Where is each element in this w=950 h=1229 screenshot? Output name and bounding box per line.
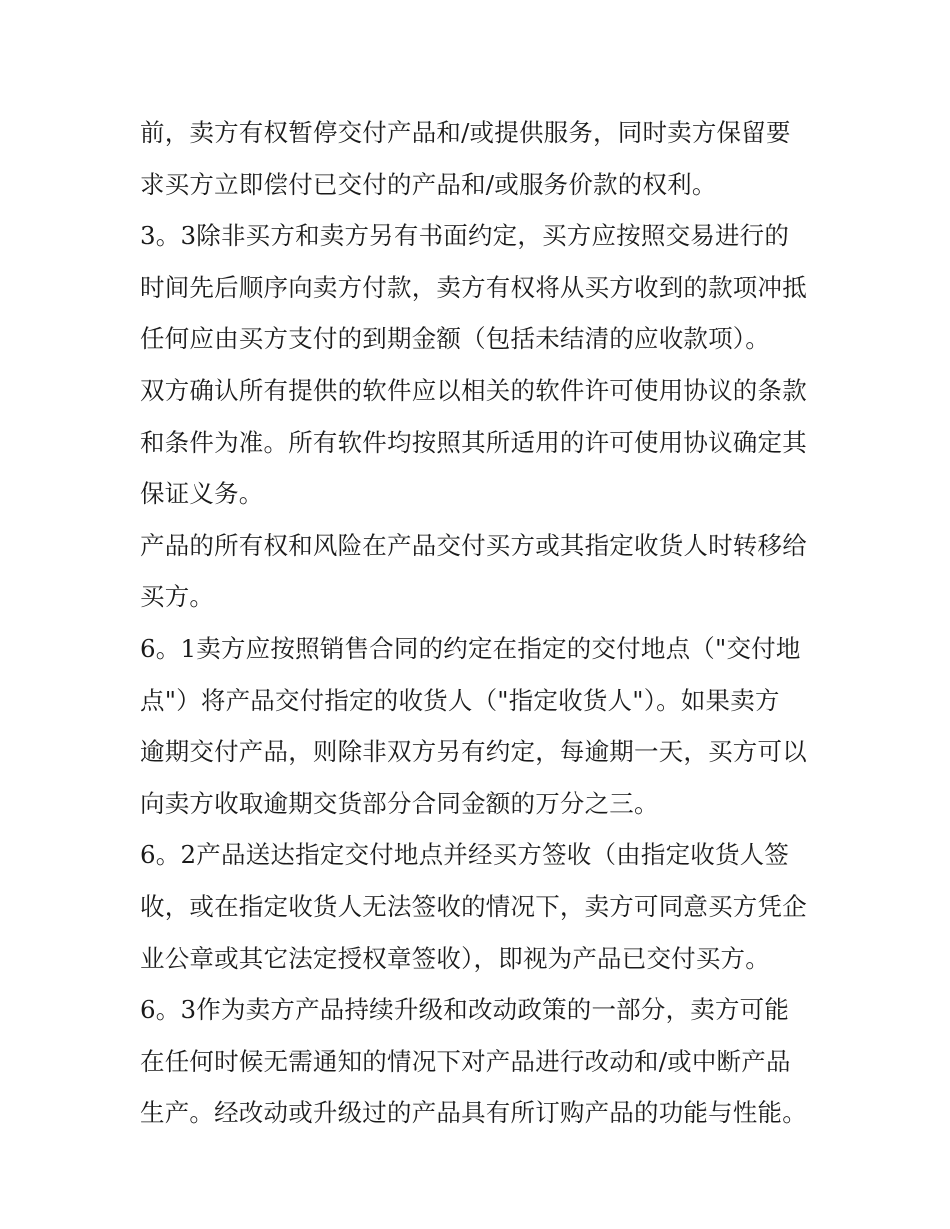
text-line: 6。1卖方应按照销售合同的约定在指定的交付地点（"交付地 [140, 633, 801, 663]
text-line: 业公章或其它法定授权章签收），即视为产品已交付买方。 [140, 943, 770, 973]
document-body [140, 107, 820, 1139]
text-line: 向卖方收取逾期交货部分合同金额的万分之三。 [140, 788, 659, 818]
text-line: 逾期交付产品，则除非双方另有约定，每逾期一天，买方可以 [140, 737, 807, 767]
text-line: 3。3除非买方和卖方另有书面约定，买方应按照交易进行的 [140, 221, 790, 251]
text-line: 保证义务。 [140, 479, 264, 509]
text-line: 6。3作为卖方产品持续升级和改动政策的一部分，卖方可能 [140, 995, 790, 1025]
text-line: 和条件为准。所有软件均按照其所适用的许可使用协议确定其 [140, 427, 807, 457]
text-line: 前，卖方有权暂停交付产品和/或提供服务，同时卖方保留要 [140, 118, 791, 147]
text-line: 求买方立即偿付已交付的产品和/或服务价款的权利。 [140, 169, 717, 199]
text-line: 时间先后顺序向卖方付款，卖方有权将从买方收到的款项冲抵 [140, 272, 807, 302]
text-line: 双方确认所有提供的软件应以相关的软件许可使用协议的条款 [140, 375, 807, 405]
text-line: 6。2产品送达指定交付地点并经买方签收（由指定收货人签 [140, 840, 790, 870]
text-line: 任何应由买方支付的到期金额（包括未结清的应收款项）。 [140, 324, 770, 354]
text-line: 买方。 [140, 582, 215, 612]
text-line: 生产。经改动或升级过的产品具有所订购产品的功能与性能。 [140, 1098, 807, 1128]
text-line: 收，或在指定收货人无法签收的情况下，卖方可同意买方凭企 [140, 891, 807, 921]
text-line: 在任何时候无需通知的情况下对产品进行改动和/或中断产品 [140, 1046, 791, 1076]
text-line: 产品的所有权和风险在产品交付买方或其指定收货人时转移给 [140, 530, 807, 560]
text-line: 点"）将产品交付指定的收货人（"指定收货人"）。如果卖方 [140, 685, 780, 715]
